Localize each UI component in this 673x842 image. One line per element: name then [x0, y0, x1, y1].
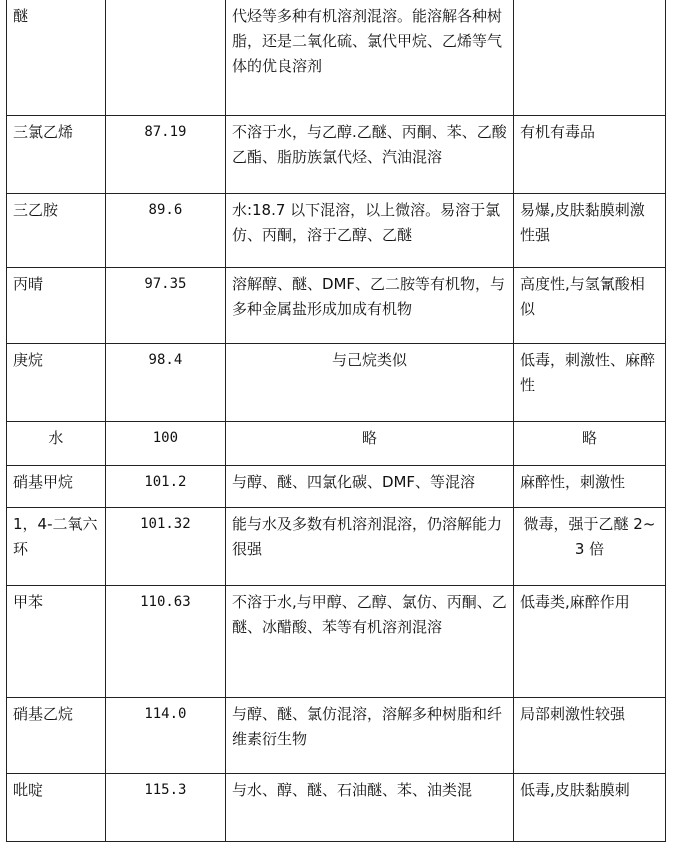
solubility-cell: 与醇、醚、四氯化碳、DMF、等混溶	[225, 466, 513, 508]
solubility-cell: 与水、醇、醚、石油醚、苯、油类混	[225, 774, 513, 842]
solvent-name-cell: 三氯乙烯	[7, 116, 106, 194]
toxicity-cell: 有机有毒品	[513, 116, 665, 194]
table-row	[7, 0, 666, 116]
table-row	[7, 344, 666, 422]
solvent-name-cell: 硝基甲烷	[7, 466, 106, 508]
solubility-cell: 不溶于水,与甲醇、乙醇、氯仿、丙酮、乙醚、冰醋酸、苯等有机溶剂混溶	[225, 586, 513, 698]
solvent-name-cell: 硝基乙烷	[7, 698, 106, 774]
solvent-name-cell: 庚烷	[7, 344, 106, 422]
boiling-point-cell: 115.3	[105, 774, 225, 842]
boiling-point-cell: 114.0	[105, 698, 225, 774]
toxicity-cell: 低毒,皮肤黏膜刺	[513, 774, 665, 842]
table-row	[7, 508, 666, 586]
solubility-cell: 溶解醇、醚、DMF、乙二胺等有机物，与多种金属盐形成加成有机物	[225, 268, 513, 344]
boiling-point-cell: 110.63	[105, 586, 225, 698]
boiling-point-cell: 98.4	[105, 344, 225, 422]
table-row	[7, 586, 666, 698]
table-row	[7, 116, 666, 194]
solubility-cell: 水:18.7 以下混溶，以上微溶。易溶于氯仿、丙酮，溶于乙醇、乙醚	[225, 194, 513, 268]
toxicity-cell: 略	[513, 422, 665, 466]
toxicity-cell: 低毒类,麻醉作用	[513, 586, 665, 698]
solvent-name-cell: 甲苯	[7, 586, 106, 698]
solvent-name-cell: 醚	[7, 0, 106, 116]
solvent-name-cell: 三乙胺	[7, 194, 106, 268]
solubility-cell: 与醇、醚、氯仿混溶，溶解多种树脂和纤维素衍生物	[225, 698, 513, 774]
solubility-cell: 能与水及多数有机溶剂混溶，仍溶解能力很强	[225, 508, 513, 586]
table-row	[7, 466, 666, 508]
solvent-name-cell: 水	[7, 422, 106, 466]
boiling-point-cell: 89.6	[105, 194, 225, 268]
solubility-cell: 不溶于水，与乙醇.乙醚、丙酮、苯、乙酸乙酯、脂肪族氯代烃、汽油混溶	[225, 116, 513, 194]
table-row	[7, 194, 666, 268]
boiling-point-cell: 101.2	[105, 466, 225, 508]
solvent-properties-table	[6, 0, 666, 842]
solvent-name-cell: 吡啶	[7, 774, 106, 842]
table-row	[7, 422, 666, 466]
toxicity-cell: 局部刺激性较强	[513, 698, 665, 774]
toxicity-cell	[513, 0, 665, 116]
boiling-point-cell	[105, 0, 225, 116]
boiling-point-cell: 97.35	[105, 268, 225, 344]
boiling-point-cell: 100	[105, 422, 225, 466]
table-row	[7, 698, 666, 774]
toxicity-cell: 麻醉性，刺激性	[513, 466, 665, 508]
toxicity-cell: 高度性,与氢氰酸相似	[513, 268, 665, 344]
solubility-cell: 与己烷类似	[225, 344, 513, 422]
toxicity-cell: 低毒，刺激性、麻醉性	[513, 344, 665, 422]
table-row	[7, 268, 666, 344]
solubility-cell: 代烃等多种有机溶剂混溶。能溶解各种树脂，还是二氧化硫、氯代甲烷、乙烯等气体的优良溶剂	[225, 0, 513, 116]
solubility-cell: 略	[225, 422, 513, 466]
table-row	[7, 774, 666, 842]
toxicity-cell: 易爆,皮肤黏膜刺激性强	[513, 194, 665, 268]
boiling-point-cell: 101.32	[105, 508, 225, 586]
solvent-name-cell: 1，4-二氧六环	[7, 508, 106, 586]
toxicity-cell: 微毒，强于乙醚 2~3 倍	[513, 508, 665, 586]
solvent-name-cell: 丙晴	[7, 268, 106, 344]
boiling-point-cell: 87.19	[105, 116, 225, 194]
